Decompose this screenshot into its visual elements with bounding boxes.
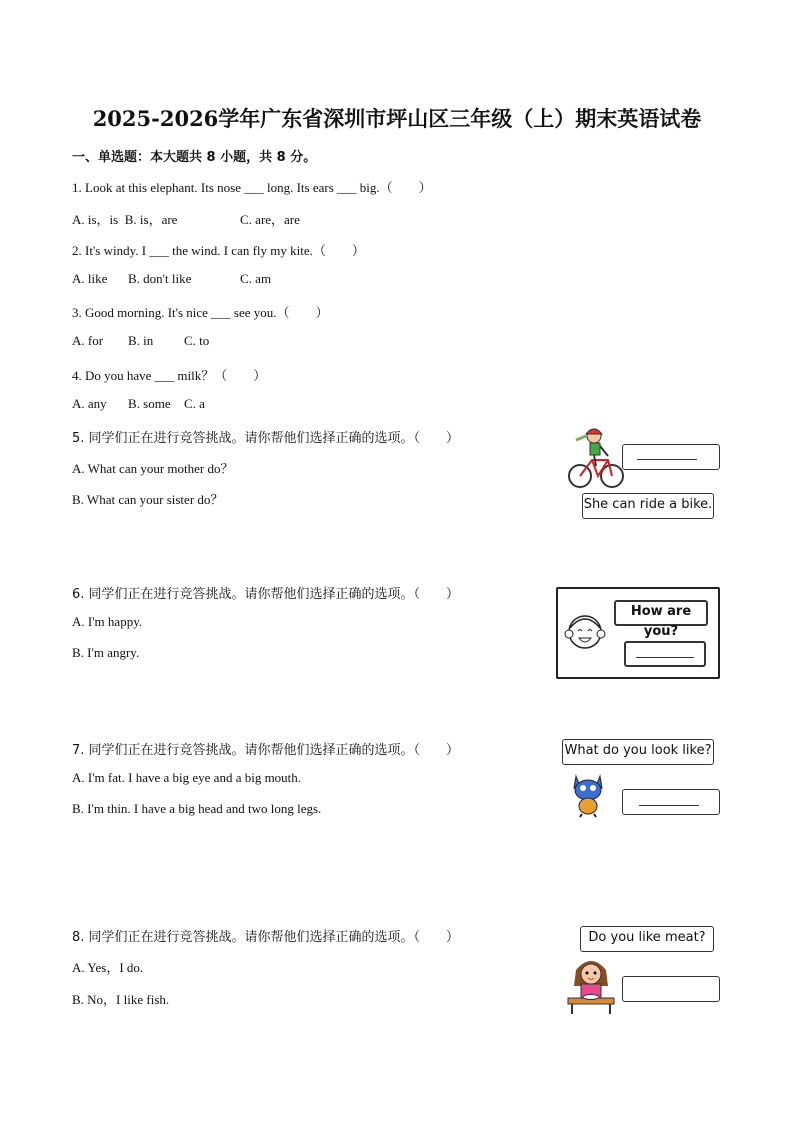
question-3-option-a[interactable]: A. for <box>72 333 104 348</box>
question-2-stem: 2. It's windy. I ___ the wind. I can fly my kite.（ ） <box>72 243 365 258</box>
speech-bubble-8: Do you like meat? <box>580 926 714 952</box>
question-1-option-c[interactable]: C. are，are <box>240 212 300 227</box>
question-2-option-c[interactable]: C. am <box>240 271 272 286</box>
speech-bubble-empty-8 <box>622 976 720 1002</box>
question-2-option-b[interactable]: B. don't like <box>128 271 192 286</box>
speech-bubble-empty-5 <box>622 444 720 470</box>
section-heading: 一、单选题：本大题共 8 小题，共 8 分。 <box>72 150 317 165</box>
question-5-option-a[interactable]: A. What can your mother do？ <box>72 461 234 476</box>
speech-bubble-6: How are you? <box>614 600 708 626</box>
speech-bubble-empty-7 <box>622 789 720 815</box>
answer-blank-6 <box>636 657 694 658</box>
question-5-option-b[interactable]: B. What can your sister do？ <box>72 492 224 507</box>
question-2-option-a[interactable]: A. like <box>72 271 108 286</box>
girl-eating-illustration <box>564 952 618 1016</box>
question-8-stem: 8. 同学们正在进行竞答挑战。请你帮他们选择正确的选项。（ ） <box>72 930 460 945</box>
speech-bubble-empty-6 <box>624 641 706 667</box>
answer-blank-5 <box>637 459 697 460</box>
question-4-option-a[interactable]: A. any <box>72 396 107 411</box>
question-6-option-a[interactable]: A. I'm happy. <box>72 614 143 629</box>
question-1-option-ab[interactable]: A. is，is B. is，are <box>72 212 178 227</box>
question-4-option-b[interactable]: B. some <box>128 396 171 411</box>
question-3-option-c[interactable]: C. to <box>184 333 210 348</box>
question-7-stem: 7. 同学们正在进行竞答挑战。请你帮他们选择正确的选项。（ ） <box>72 743 460 758</box>
speech-bubble-5: She can ride a bike. <box>582 493 714 519</box>
question-4-option-c[interactable]: C. a <box>184 396 205 411</box>
exam-title: 2025-2026学年广东省深圳市坪山区三年级（上）期末英语试卷 <box>92 106 702 131</box>
question-8-option-a[interactable]: A. Yes，I do. <box>72 960 144 975</box>
question-3-option-b[interactable]: B. in <box>128 333 154 348</box>
girl-riding-bike-illustration <box>566 422 626 490</box>
question-7-option-b[interactable]: B. I'm thin. I have a big head and two long legs. <box>72 801 322 816</box>
question-6-option-b[interactable]: B. I'm angry. <box>72 645 140 660</box>
question-7-option-a[interactable]: A. I'm fat. I have a big eye and a big mouth. <box>72 770 302 785</box>
answer-blank-7 <box>639 805 699 806</box>
blue-cat-illustration <box>568 770 608 818</box>
question-4-stem: 4. Do you have ___ milk？（ ） <box>72 368 267 383</box>
question-1-stem: 1. Look at this elephant. Its nose ___ long. Its ears ___ big.（ ） <box>72 180 432 195</box>
speech-bubble-7: What do you look like? <box>562 739 714 765</box>
question-3-stem: 3. Good morning. It's nice ___ see you.（ ） <box>72 305 329 320</box>
question-6-stem: 6. 同学们正在进行竞答挑战。请你帮他们选择正确的选项。（ ） <box>72 587 460 602</box>
smiling-girl-illustration <box>562 606 608 656</box>
question-5-stem: 5. 同学们正在进行竞答挑战。请你帮他们选择正确的选项。（ ） <box>72 431 460 446</box>
question-8-option-b[interactable]: B. No，I like fish. <box>72 992 170 1007</box>
